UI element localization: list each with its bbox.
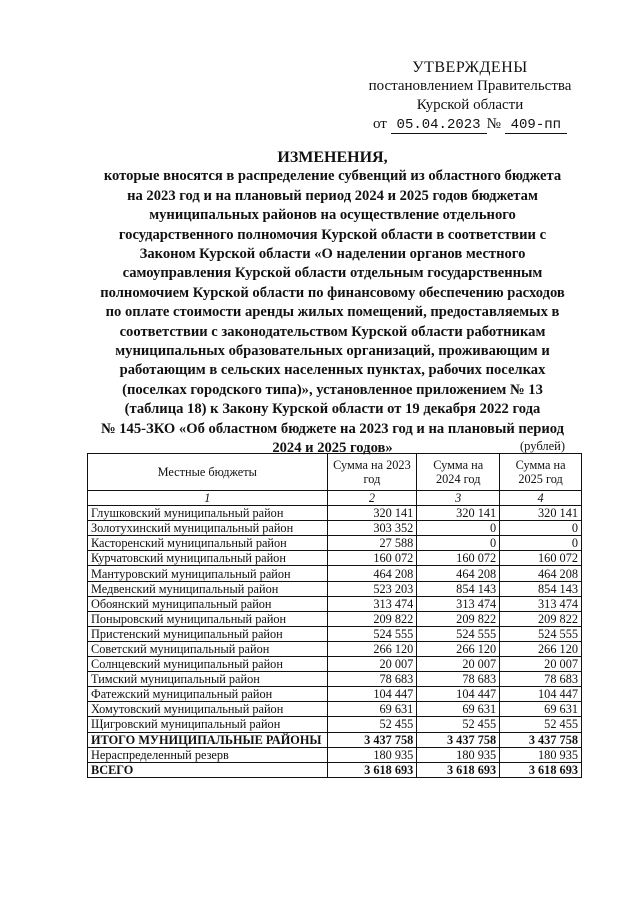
- budget-name-cell: ИТОГО МУНИЦИПАЛЬНЫЕ РАЙОНЫ: [88, 732, 328, 747]
- approval-number: 409-пп: [505, 117, 567, 134]
- budget-name-cell: Солнцевский муниципальный район: [88, 657, 328, 672]
- table-row: [88, 702, 582, 717]
- amount-cell: 524 555: [417, 626, 500, 641]
- index-cell: 3: [417, 491, 500, 506]
- amount-cell: 180 935: [417, 747, 500, 762]
- unit-label: (рублей): [520, 439, 566, 453]
- amount-cell: 3 437 758: [417, 732, 500, 747]
- budget-name-cell: Обоянский муниципальный район: [88, 596, 328, 611]
- header-cell: Сумма на 2024 год: [417, 454, 500, 491]
- amount-cell: 104 447: [417, 687, 500, 702]
- table-row: [88, 657, 582, 672]
- amount-cell: 180 935: [327, 747, 417, 762]
- budget-name-cell: Нераспределенный резерв: [88, 747, 328, 762]
- index-cell: 1: [88, 491, 328, 506]
- title-line: на 2023 год и на плановый период 2024 и 2025 годов бюджетам: [127, 187, 538, 204]
- amount-cell: 0: [417, 536, 500, 551]
- budget-name-cell: Поныровский муниципальный район: [88, 611, 328, 626]
- amount-cell: 266 120: [417, 641, 500, 656]
- approval-heading: УТВЕРЖДЕНЫ: [412, 59, 528, 76]
- amount-cell: 160 072: [327, 551, 417, 566]
- amount-cell: 3 437 758: [327, 732, 417, 747]
- amount-cell: 20 007: [500, 657, 582, 672]
- title-line: по оплате стоимости аренды жилых помещений, предоставляемых в: [105, 304, 560, 321]
- amount-cell: 464 208: [327, 566, 417, 581]
- budget-name-cell: Золотухинский муниципальный район: [88, 521, 328, 536]
- amount-cell: 20 007: [417, 657, 500, 672]
- amount-cell: 313 474: [500, 596, 582, 611]
- amount-cell: 464 208: [417, 566, 500, 581]
- amount-cell: 523 203: [327, 581, 417, 596]
- budget-name-cell: Курчатовский муниципальный район: [88, 551, 328, 566]
- amount-cell: 69 631: [417, 702, 500, 717]
- index-cell: 2: [327, 491, 417, 506]
- budget-name-cell: Хомутовский муниципальный район: [88, 702, 328, 717]
- table-row: [88, 717, 582, 732]
- table-row: [88, 641, 582, 656]
- amount-cell: 104 447: [500, 687, 582, 702]
- amount-cell: 104 447: [327, 687, 417, 702]
- budget-name-cell: Советский муниципальный район: [88, 641, 328, 656]
- title-line: муниципальных образовательных организаций, проживающим и: [115, 343, 550, 360]
- table-row: [88, 687, 582, 702]
- column-index-row: [88, 491, 582, 506]
- amount-cell: 524 555: [500, 626, 582, 641]
- amount-cell: 854 143: [417, 581, 500, 596]
- amount-cell: 160 072: [417, 551, 500, 566]
- table-row: [88, 732, 582, 747]
- table-header-row: [88, 454, 582, 491]
- table-row: [88, 626, 582, 641]
- document-title: [60, 148, 605, 459]
- amount-cell: 20 007: [327, 657, 417, 672]
- title-line: (поселках городского типа)», установленное приложением № 13: [122, 381, 543, 398]
- budget-name-cell: Фатежский муниципальный район: [88, 687, 328, 702]
- amount-cell: 3 618 693: [417, 762, 500, 777]
- budget-name-cell: Мантуровский муниципальный район: [88, 566, 328, 581]
- amount-cell: 52 455: [327, 717, 417, 732]
- amount-cell: 320 141: [500, 506, 582, 521]
- table-row: [88, 536, 582, 551]
- approval-line: Курской области: [416, 97, 524, 113]
- budget-name-cell: Пристенский муниципальный район: [88, 626, 328, 641]
- index-cell: 4: [500, 491, 582, 506]
- table-row: [88, 762, 582, 777]
- amount-cell: 303 352: [327, 521, 417, 536]
- amount-cell: 313 474: [327, 596, 417, 611]
- amount-cell: 160 072: [500, 551, 582, 566]
- amount-cell: 854 143: [500, 581, 582, 596]
- budget-name-cell: Медвенский муниципальный район: [88, 581, 328, 596]
- table-row: [88, 747, 582, 762]
- table-row: [88, 551, 582, 566]
- amount-cell: 209 822: [500, 611, 582, 626]
- amount-cell: 313 474: [417, 596, 500, 611]
- title-line: работающим в сельских населенных пунктах, рабочих поселках: [119, 362, 546, 379]
- title-line: самоуправления Курской области отдельным государственным: [122, 265, 543, 282]
- amount-cell: 27 588: [327, 536, 417, 551]
- title-line: 2024 и 2025 годов»: [272, 440, 393, 457]
- budget-table: [87, 453, 582, 778]
- title-heading: ИЗМЕНЕНИЯ,: [277, 149, 388, 166]
- approval-block: [360, 58, 580, 135]
- budget-name-cell: Щигровский муниципальный район: [88, 717, 328, 732]
- budget-name-cell: Глушковский муниципальный район: [88, 506, 328, 521]
- table-row: [88, 596, 582, 611]
- amount-cell: 0: [417, 521, 500, 536]
- amount-cell: 3 437 758: [500, 732, 582, 747]
- table-row: [88, 581, 582, 596]
- table-row: [88, 611, 582, 626]
- amount-cell: 78 683: [500, 672, 582, 687]
- amount-cell: 3 618 693: [327, 762, 417, 777]
- amount-cell: 209 822: [417, 611, 500, 626]
- amount-cell: 524 555: [327, 626, 417, 641]
- header-cell: Сумма на 2025 год: [500, 454, 582, 491]
- title-line: (таблица 18) к Закону Курской области от 19 декабря 2022 года: [124, 401, 541, 418]
- table-row: [88, 672, 582, 687]
- budget-name-cell: Касторенский муниципальный район: [88, 536, 328, 551]
- approval-date: 05.04.2023: [391, 117, 487, 134]
- amount-cell: 464 208: [500, 566, 582, 581]
- budget-name-cell: Тимский муниципальный район: [88, 672, 328, 687]
- amount-cell: 78 683: [327, 672, 417, 687]
- title-line: которые вносятся в распределение субвенций из областного бюджета: [103, 168, 562, 185]
- amount-cell: 320 141: [327, 506, 417, 521]
- header-cell: Сумма на 2023 год: [327, 454, 417, 491]
- title-line: № 145-ЗКО «Об областном бюджете на 2023 год и на плановый период: [100, 420, 565, 437]
- amount-cell: 69 631: [500, 702, 582, 717]
- header-cell: Местные бюджеты: [88, 454, 328, 491]
- approval-date-line: [360, 115, 580, 135]
- amount-cell: 69 631: [327, 702, 417, 717]
- approval-line: постановлением Правительства: [368, 78, 572, 94]
- amount-cell: 0: [500, 521, 582, 536]
- amount-cell: 78 683: [417, 672, 500, 687]
- table-row: [88, 521, 582, 536]
- amount-cell: 266 120: [327, 641, 417, 656]
- amount-cell: 3 618 693: [500, 762, 582, 777]
- amount-cell: 266 120: [500, 641, 582, 656]
- amount-cell: 180 935: [500, 747, 582, 762]
- title-line: муниципальных районов на осуществление отдельного: [149, 207, 516, 224]
- budget-name-cell: ВСЕГО: [88, 762, 328, 777]
- title-line: соответствии с законодательством Курской области работникам: [119, 323, 546, 340]
- amount-cell: 0: [500, 536, 582, 551]
- amount-cell: 209 822: [327, 611, 417, 626]
- title-line: полномочием Курской области по финансовому обеспечению расходов: [100, 284, 565, 301]
- title-line: государственного полномочия Курской области в соответствии с: [118, 226, 547, 243]
- amount-cell: 52 455: [417, 717, 500, 732]
- amount-cell: 320 141: [417, 506, 500, 521]
- table-row: [88, 506, 582, 521]
- amount-cell: 52 455: [500, 717, 582, 732]
- from-label: от: [372, 116, 387, 132]
- table-row: [88, 566, 582, 581]
- number-label: №: [486, 116, 501, 132]
- title-line: Законом Курской области «О наделении органов местного: [139, 246, 526, 263]
